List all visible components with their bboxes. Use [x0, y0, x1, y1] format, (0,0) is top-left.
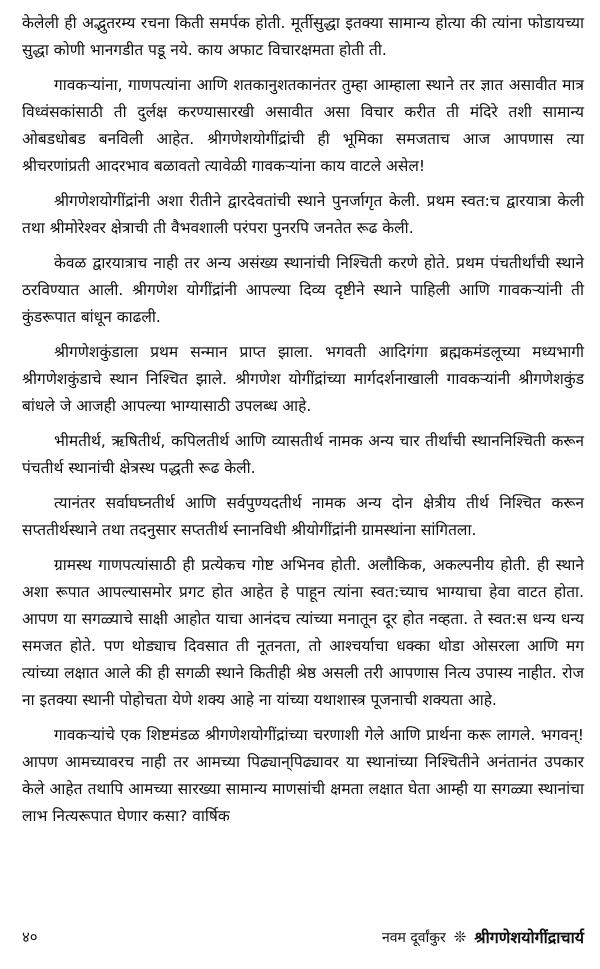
paragraph: श्रीगणेशकुंडाला प्रथम सन्मान प्राप्त झाला. भगवती आदिगंगा ब्रह्मकमंडलूच्या मध्यभागी श्रीगणेशकुंडाचे स्थान निश्चित झाले. श्रीगणेश योगींद्रांच्या मार्गदर्शनाखाली गावकऱ्यांनी श्रीगणेशकुंड बांधले जे आजही आपल्या भाग्यासाठी उपलब्ध आहे.: [22, 343, 584, 415]
running-footer: [382, 926, 584, 948]
book-title: नवम दूर्वांकुर: [381, 929, 446, 946]
page-number: ४०: [22, 928, 38, 946]
page-footer: [22, 926, 584, 948]
author-name: श्रीगणेशयोगींद्राचार्य: [474, 928, 584, 947]
paragraph: भीमतीर्थ, ऋषितीर्थ, कपिलतीर्थ आणि व्यासतीर्थ नामक अन्य चार तीर्थांची स्थाननिश्चिती करून पंचतीर्थ स्थानांची क्षेत्रस्थ पद्धती रूढ केली.: [22, 432, 584, 477]
paragraph: केलेली ही अद्भुतरम्य रचना किती समर्पक होती. मूर्तीसुद्धा इतक्या सामान्य होत्या की त्यांना फोडायच्या सुद्धा कोणी भानगडीत पडू नये. काय अफाट विचारक्षमता होती ती.: [22, 14, 584, 59]
ornament-icon: ❊: [453, 928, 467, 946]
paragraph: गावकऱ्यांना, गाणपत्यांना आणि शतकानुशतकानंतर तुम्हा आम्हाला स्थाने तर ज्ञात असावीत मात्र विध्वंसकांसाठी ती दुर्लक्ष करण्यासारखी असावीत असा विचार करीत ती मंदिरे तशी सामान्य ओबडधोबड बनविली आहेत. श्रीगणेशयोगींद्रांची ही भूमिका समजताच आज आपणास त्या श्रीचरणांप्रती आदरभाव बळावतो त्यावेळी गावकऱ्यांना काय वाटले असेल!: [22, 76, 584, 175]
paragraph: केवळ द्वारयात्राच नाही तर अन्य असंख्य स्थानांची निश्चिती करणे होते. प्रथम पंचतीर्थांची स्थाने ठरविण्यात आली. श्रीगणेश योगींद्रांनी आपल्या दिव्य दृष्टीने स्थाने पाहिली आणि गावकऱ्यांनी ती कुंडरूपात बांधून काढली.: [22, 254, 584, 326]
paragraph: श्रीगणेशयोगींद्रांनी अशा रीतीने द्वारदेवतांची स्थाने पुनर्जागृत केली. प्रथम स्वत:च द्वारयात्रा केली तथा श्रीमोरेश्वर क्षेत्राची ती वैभवशाली परंपरा पुनरपि जनतेत रूढ केली.: [22, 192, 584, 237]
paragraph: गावकऱ्यांचे एक शिष्टमंडळ श्रीगणेशयोगींद्रांच्या चरणाशी गेले आणि प्रार्थना करू लागले. भगवन्! आपण आमच्यावरच नाही तर आमच्या पिढ्यान्‌पिढ्यावर या स्थानांच्या निश्चितीने अनंतानंत उपकार केले आहेत तथापि आमच्या सारख्या सामान्य माणसांची क्षमता लक्षात घेता आम्ही या सगळ्या स्थानांचा लाभ नित्यरूपात घेणार कसा? वार्षिक: [22, 726, 584, 825]
paragraph: त्यानंतर सर्वाघघ्नतीर्थ आणि सर्वपुण्यदतीर्थ नामक अन्य दोन क्षेत्रीय तीर्थ निश्चित करून सप्ततीर्थस्थाने तथा तदनुसार सप्ततीर्थ स्नानविधी श्रीयोगींद्रांनी ग्रामस्थांना सांगितला.: [22, 494, 584, 539]
body-text: [22, 10, 584, 830]
paragraph: ग्रामस्थ गाणपत्यांसाठी ही प्रत्येकच गोष्ट अभिनव होती. अलौकिक, अकल्पनीय होती. ही स्थाने अशा रूपात आपल्यासमोर प्रगट होत आहेत हे पाहून त्यांना स्वत:च्याच भाग्याचा हेवा वाटत होता. आपण या सगळ्याचे साक्षी आहोत याचा आनंदच त्यांच्या मनातून दूर होत नव्हता. ते स्वत:स धन्य धन्य समजत होते. पण थोड्याच दिवसात ती नूतनता, तो आश्चर्याचा धक्का थोडा ओसरला आणि मग त्यांच्या लक्षात आले की ही सगळी स्थाने कितीही श्रेष्ठ असली तरी आपणास नित्य उपास्य नाहीत. रोज ना इतक्या स्थानी पोहोचता येणे शक्य आहे ना यांच्या यथाशास्त्र पूजनाची शक्यता आहे.: [22, 556, 584, 709]
